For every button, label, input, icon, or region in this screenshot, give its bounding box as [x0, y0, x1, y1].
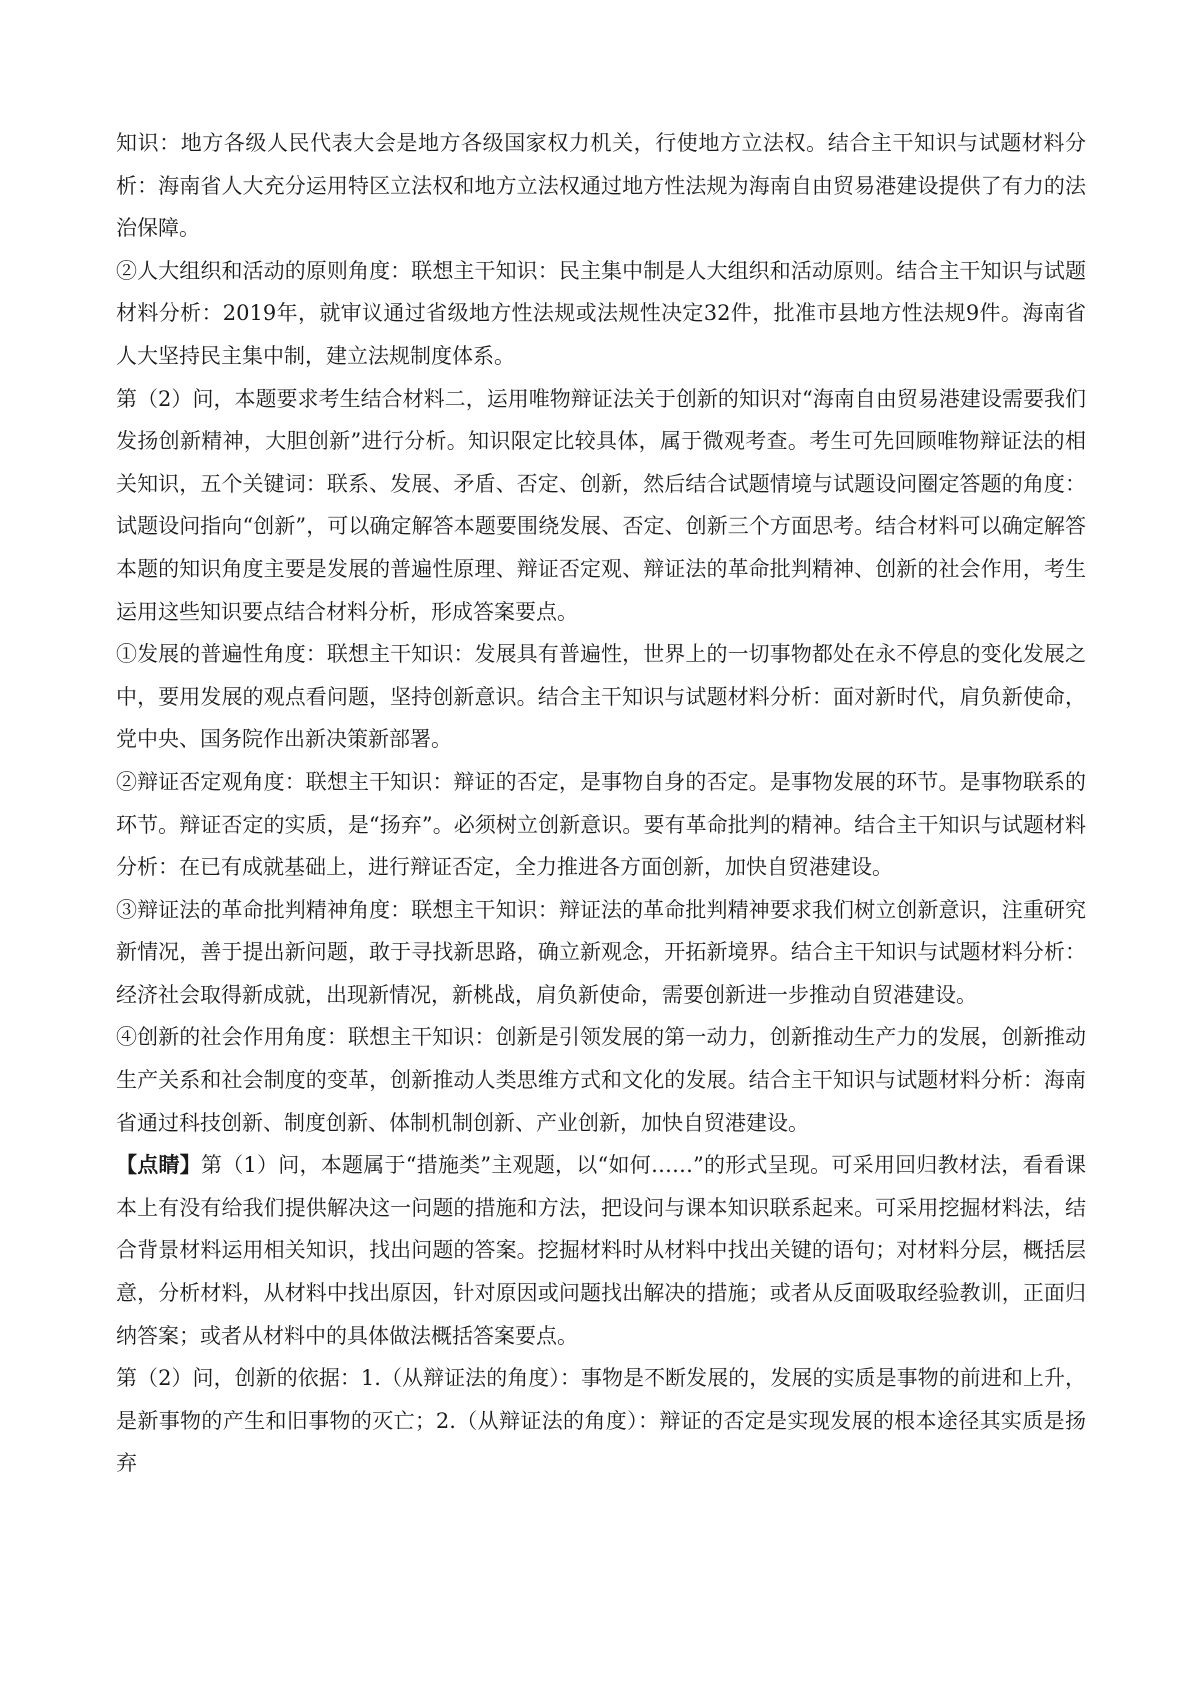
document-page	[116, 122, 1086, 1485]
paragraph-knowledge-local-congress: 知识：地方各级人民代表大会是地方各级国家权力机关，行使地方立法权。结合主干知识与试题材料分析：海南省人大充分运用特区立法权和地方立法权通过地方性法规为海南自由贸易港建设提供了有力的法治保障。	[116, 131, 1086, 241]
paragraph-critical-spirit: ③辩证法的革命批判精神角度：联想主干知识：辩证法的革命批判精神要求我们树立创新意识，注重研究新情况，善于提出新问题，敢于寻找新思路，确立新观念，开拓新境界。结合主干知识与试题材料分析：经济社会取得新成就，出现新情况，新桃战，肩负新使命，需要创新进一步推动自贸港建设。	[116, 897, 1086, 1007]
key-points-label: 【点睛】	[116, 1152, 201, 1178]
paragraph-development-universality: ①发展的普遍性角度：联想主干知识：发展具有普遍性，世界上的一切事物都处在永不停息的变化发展之中，要用发展的观点看问题，坚持创新意识。结合主干知识与试题材料分析：面对新时代，肩负新使命，党中央、国务院作出新决策新部署。	[116, 642, 1086, 752]
paragraph-innovation-basis: 第（2）问，创新的依据：1.（从辩证法的角度）：事物是不断发展的，发展的实质是事物的前进和上升，是新事物的产生和旧事物的灭亡；2.（从辩证法的角度）：辩证的否定是实现发展的根本途径其实质是扬弃	[116, 1366, 1086, 1476]
paragraph-organization-principle: ②人大组织和活动的原则角度：联想主干知识：民主集中制是人大组织和活动原则。结合主干知识与试题材料分析：2019年，就审议通过省级地方性法规或法规性决定32件，批准市县地方性法规9件。海南省人大坚持民主集中制，建立法规制度体系。	[116, 258, 1086, 368]
paragraph-question-2-analysis: 第（2）问，本题要求考生结合材料二，运用唯物辩证法关于创新的知识对“海南自由贸易港建设需要我们发扬创新精神，大胆创新”进行分析。知识限定比较具体，属于微观考查。考生可先回顾唯物辩证法的相关知识，五个关键词：联系、发展、矛盾、否定、创新，然后结合试题情境与试题设问圈定答题的角度：试题设问指向“创新”，可以确定解答本题要围绕发展、否定、创新三个方面思考。结合材料可以确定解答本题的知识角度主要是发展的普遍性原理、辩证否定观、辩证法的革命批判精神、创新的社会作用，考生运用这些知识要点结合材料分析，形成答案要点。	[116, 386, 1086, 624]
paragraph-dialectical-negation: ②辩证否定观角度：联想主干知识：辩证的否定，是事物自身的否定。是事物发展的环节。是事物联系的环节。辩证否定的实质，是“扬弃”。必须树立创新意识。要有革命批判的精神。结合主干知识与试题材料分析：在已有成就基础上，进行辩证否定，全力推进各方面创新，加快自贸港建设。	[116, 769, 1086, 880]
paragraph-innovation-role: ④创新的社会作用角度：联想主干知识：创新是引领发展的第一动力，创新推动生产力的发展，创新推动生产关系和社会制度的变革，创新推动人类思维方式和文化的发展。结合主干知识与试题材料分析：海南省通过科技创新、制度创新、体制机制创新、产业创新，加快自贸港建设。	[116, 1025, 1086, 1135]
paragraph-key-points	[116, 1144, 1086, 1357]
key-points-text: 第（1）问，本题属于“措施类”主观题，以“如何……”的形式呈现。可采用回归教材法，看看课本上有没有给我们提供解决这一问题的措施和方法，把设问与课本知识联系起来。可采用挖掘材料法，结合背景材料运用相关知识，找出问题的答案。挖掘材料时从材料中找出关键的语句；对材料分层，概括层意，分析材料，从材料中找出原因，针对原因或问题找出解决的措施；或者从反面吸取经验教训，正面归纳答案；或者从材料中的具体做法概括答案要点。	[116, 1153, 1086, 1348]
